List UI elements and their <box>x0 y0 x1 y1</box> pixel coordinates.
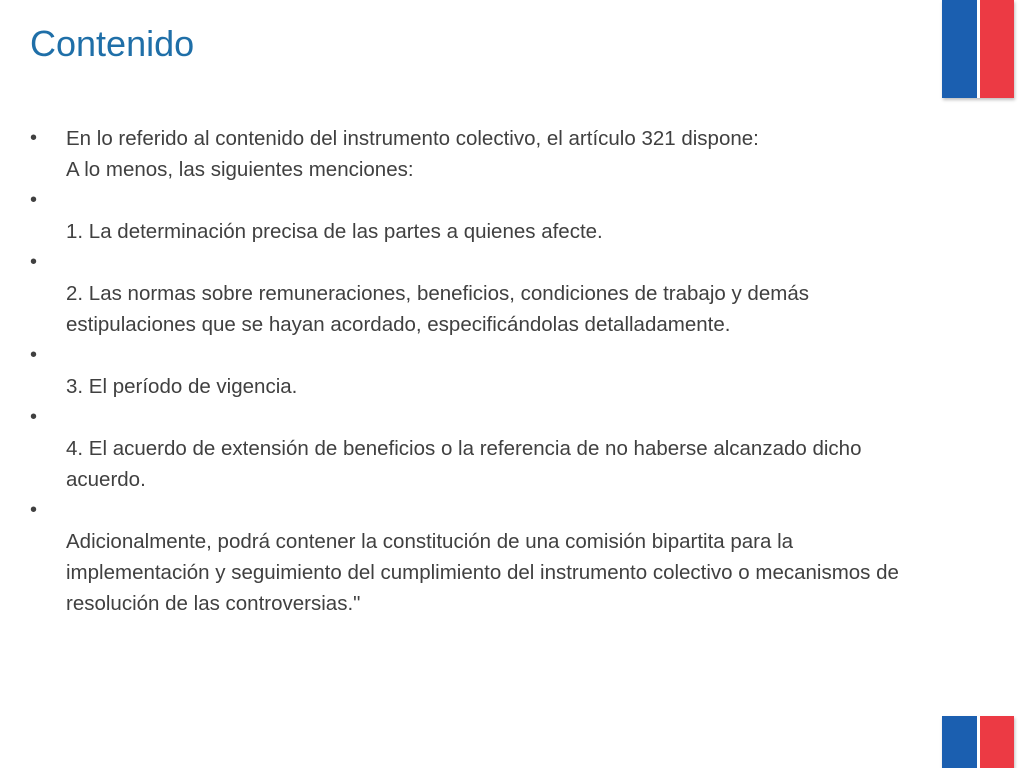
bullet-marker: • <box>30 251 38 273</box>
bullet-text: Adicionalmente, podrá contener la constitución de una comisión bipartita para la implementación y seguimiento del cumplimiento del instrumento colectivo o mecanismos de resolución de las controversias." <box>66 530 899 615</box>
bullet-item-empty <box>30 495 930 526</box>
bullet-item-mencion-4 <box>30 433 930 495</box>
bullet-item-adicional <box>30 526 930 619</box>
bullet-list <box>30 123 930 619</box>
bullet-text: 1. La determinación precisa de las partes a quienes afecte. <box>66 220 603 243</box>
bullet-text: 4. El acuerdo de extensión de beneficios o la referencia de no haberse alcanzado dicho acuerdo. <box>66 437 862 491</box>
red-stripe <box>980 716 1015 768</box>
blue-stripe <box>942 0 977 98</box>
bullet-item-empty <box>30 402 930 433</box>
bullet-marker: • <box>30 344 38 366</box>
bullet-text: 3. El período de vigencia. <box>66 375 298 398</box>
bullet-item-mencion-2 <box>30 278 930 340</box>
slide-title: Contenido <box>30 23 195 64</box>
red-stripe <box>980 0 1015 98</box>
chile-flag-stripes-bottom <box>942 716 1014 768</box>
bullet-marker: • <box>30 127 38 149</box>
bullet-item-mencion-1 <box>30 216 930 247</box>
bullet-marker: • <box>30 499 38 521</box>
bullet-item-mencion-3 <box>30 371 930 402</box>
bullet-text: 2. Las normas sobre remuneraciones, beneficios, condiciones de trabajo y demás estipulaciones que se hayan acordado, especificándolas detalladamente. <box>66 282 809 336</box>
bullet-marker: • <box>30 189 38 211</box>
bullet-marker: • <box>30 406 38 428</box>
bullet-text: En lo referido al contenido del instrumento colectivo, el artículo 321 dispone: A lo menos, las siguientes menciones: <box>66 127 759 181</box>
bullet-item-intro <box>30 123 930 185</box>
bullet-item-empty <box>30 185 930 216</box>
chile-flag-stripes-top <box>942 0 1014 98</box>
bullet-item-empty <box>30 340 930 371</box>
bullet-item-empty <box>30 247 930 278</box>
blue-stripe <box>942 716 977 768</box>
